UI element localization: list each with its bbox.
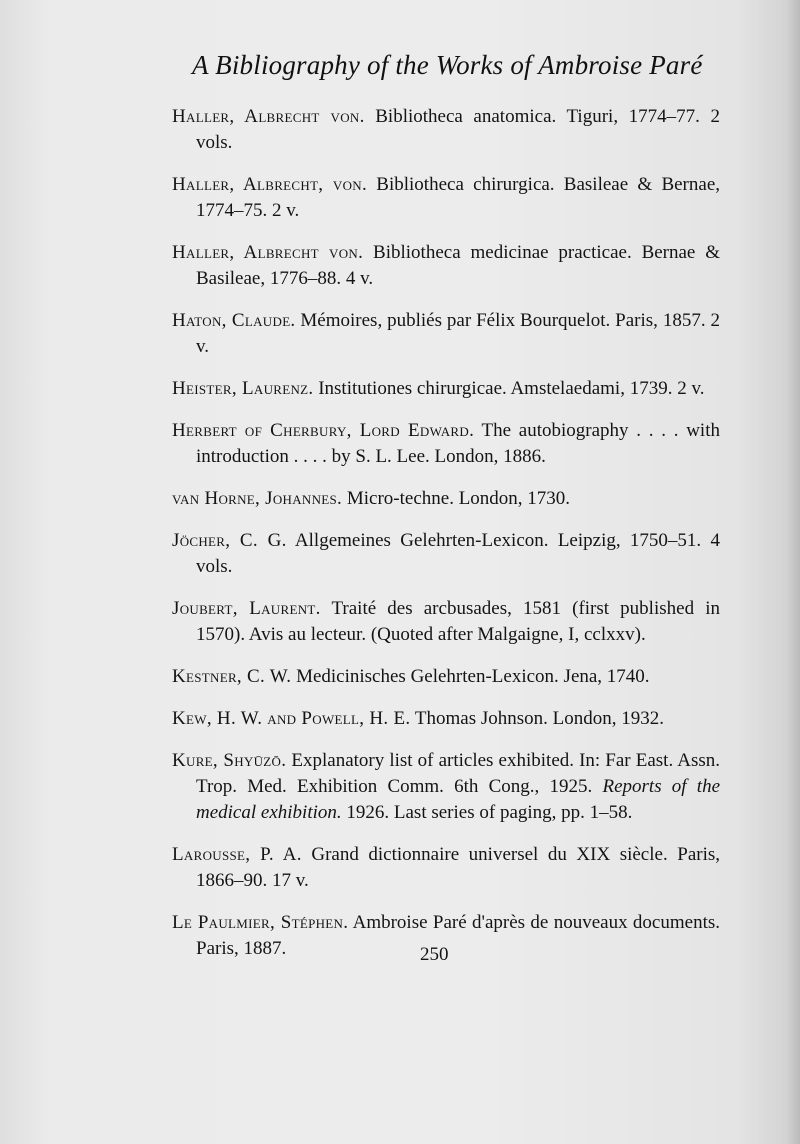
bibliography-entry xyxy=(172,528,720,580)
bibliography-entry xyxy=(172,596,720,648)
entry-text: Bibliotheca medicinae practicae. Bernae & Basileae, 1776–88. 4 v. xyxy=(196,242,721,289)
bibliography-entry xyxy=(172,240,720,292)
bibliography-entry xyxy=(172,664,720,690)
page-edge-shadow xyxy=(786,0,800,1144)
entry-work-title: Reports of the medical exhibition. xyxy=(196,776,721,823)
entry-text: Medicinisches Gelehrten-Lexicon. Jena, 1740. xyxy=(296,666,650,687)
entry-author: Larousse, P. A. xyxy=(172,844,302,865)
entry-text: Micro-techne. London, 1730. xyxy=(346,488,571,509)
entry-text: The autobiography . . . . with introduction . . . . by S. L. Lee. London, 1886. xyxy=(196,420,720,467)
entry-author: Joubert, Laurent. xyxy=(172,598,321,619)
entry-author: Haller, Albrecht, von. xyxy=(172,174,368,195)
page-number: 250 xyxy=(420,944,449,965)
entry-text: Institutiones chirurgicae. Amstelaedami, 1739. 2 v. xyxy=(318,378,705,399)
entry-author: Haller, Albrecht von. xyxy=(172,106,365,127)
entry-text: Allgemeines Gelehrten-Lexicon. Leipzig, 1750–51. 4 vols. xyxy=(196,530,721,577)
entry-text: Thomas Johnson. London, 1932. xyxy=(414,708,664,729)
entry-text: Explanatory list of articles exhibited. In: Far East. Assn. Trop. Med. Exhibition Comm. 6th Cong., 1925. xyxy=(196,750,720,797)
bibliography-entry xyxy=(172,842,720,894)
entry-author: Haton, Claude. xyxy=(172,310,296,331)
entry-author: Le Paulmier, Stéphen. xyxy=(172,912,349,933)
bibliography-entry xyxy=(172,308,720,360)
bibliography-entry xyxy=(172,706,720,732)
bibliography-entry xyxy=(172,376,720,402)
running-head: A Bibliography of the Works of Ambroise Paré xyxy=(192,50,703,80)
entry-author: Jöcher, C. G. xyxy=(172,530,287,551)
bibliography-entry xyxy=(172,486,720,512)
entry-text-after: 1926. Last series of paging, pp. 1–58. xyxy=(346,802,633,823)
bibliography-list xyxy=(172,104,720,978)
bibliography-entry xyxy=(172,172,720,224)
entry-text: Grand dictionnaire universel du XIX siècle. Paris, 1866–90. 17 v. xyxy=(196,844,720,891)
entry-author: Kure, Shyūzō. xyxy=(172,750,287,771)
entry-author: Haller, Albrecht von. xyxy=(172,242,364,263)
entry-text: Bibliotheca anatomica. Tiguri, 1774–77. 2 vols. xyxy=(196,106,721,153)
entry-author: Kestner, C. W. xyxy=(172,666,292,687)
entry-author: van Horne, Johannes. xyxy=(172,488,343,509)
entry-author: Herbert of Cherbury, Lord Edward. xyxy=(172,420,475,441)
bibliography-entry xyxy=(172,418,720,470)
entry-text: Mémoires, publiés par Félix Bourquelot. Paris, 1857. 2 v. xyxy=(196,310,721,357)
bibliography-entry xyxy=(172,104,720,156)
entry-author: Kew, H. W. and Powell, H. E. xyxy=(172,708,411,729)
bibliography-entry xyxy=(172,748,720,826)
entry-text: Bibliotheca chirurgica. Basileae & Bernae, 1774–75. 2 v. xyxy=(196,174,721,221)
entry-text: Traité des arcbusades, 1581 (first published in 1570). Avis au lecteur. (Quoted after Malgaigne, I, cclxxv). xyxy=(196,598,720,645)
entry-text: Ambroise Paré d'après de nouveaux documents. Paris, 1887. xyxy=(196,912,721,959)
entry-author: Heister, Laurenz. xyxy=(172,378,314,399)
